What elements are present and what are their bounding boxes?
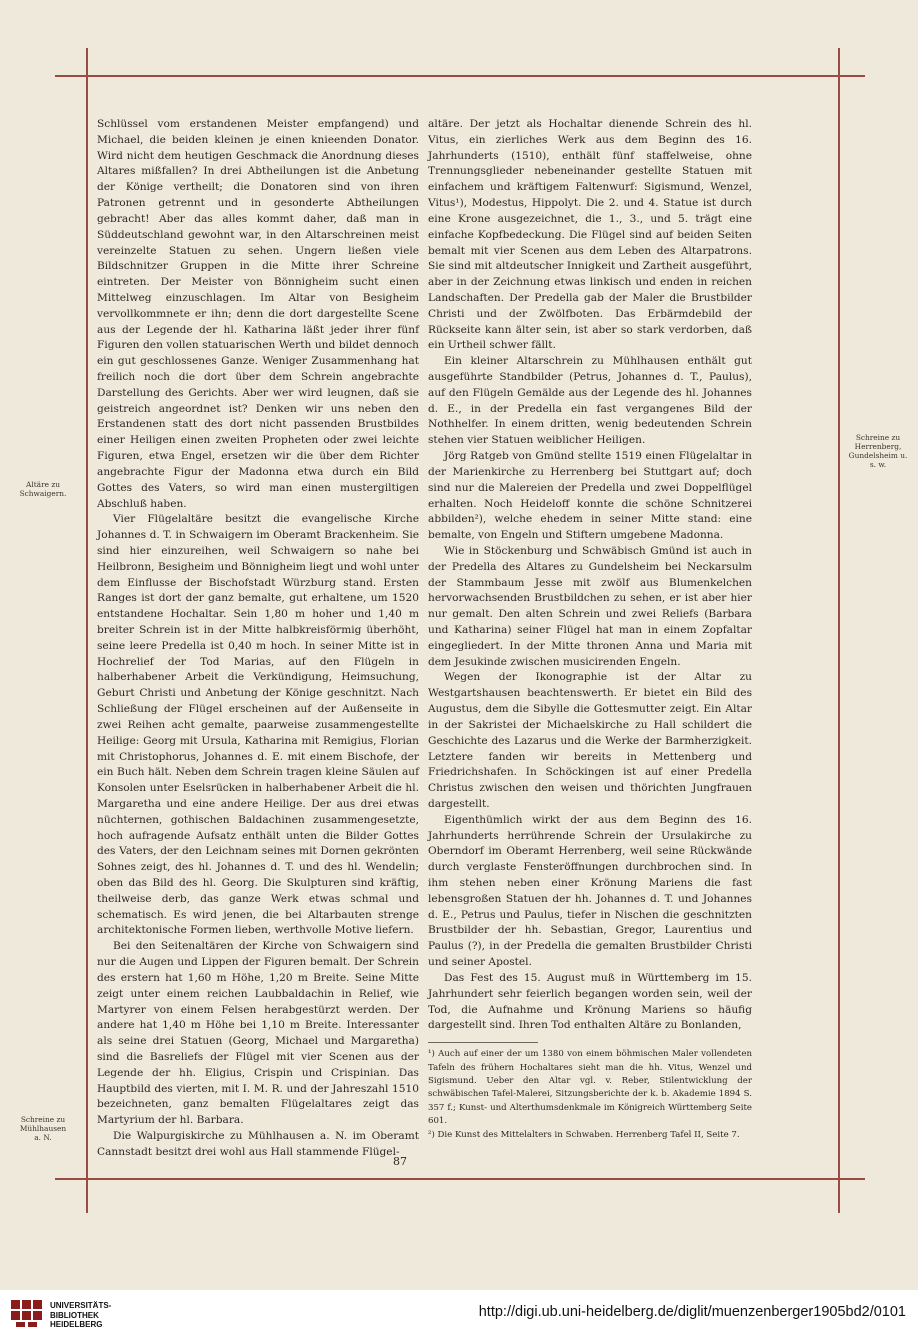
footnote: ²) Die Kunst des Mittelalters in Schwaben. Herrenberg Tafel II, Seite 7.	[428, 1129, 740, 1140]
paragraph: Jörg Ratgeb von Gmünd stellte 1519 einen Flügelaltar in der Marienkirche zu Herrenberg bei Stuttgart auf; doch sind nur die Malereien der Predella und zwei Doppelflügel erhalten. Noch Heideloff konnte die schöne Schnitzerei abbilden²), welche ehedem in seiner Mitte stand: eine bemalte, von Engeln und Stiftern umgebene Madonna.	[428, 450, 752, 542]
frame-line-bottom	[55, 1178, 865, 1180]
left-text-column	[97, 117, 419, 1161]
paragraph: Das Fest des 15. August muß in Württemberg im 15. Jahrhundert sehr feierlich begangen worden sein, weil der Tod, die Aufnahme und Krönung Mariens so häufig dargestellt sind. Ihren Tod enthalten Altäre zu Bonlanden,	[428, 971, 752, 1032]
paragraph: altäre. Der jetzt als Hochaltar dienende Schrein des hl. Vitus, ein zierliches Werk aus dem Beginn des 16. Jahrhunderts (1510), enthält fünf staffelweise, ohne Trennungsglieder nebeneinander gestellte Statuen mit einfachem und kräftigem Faltenwurf: Sigismund, Wenzel, Vitus¹), Modestus, Hippolyt. Die 2. und 4. Statue ist durch eine Krone ausgezeichnet, die 1., 3., und 5. trägt eine einfache Kopfbedeckung. Die Flügel sind auf beiden Seiten bemalt mit vier Scenen aus dem Leben des Altarpatrons. Sie sind mit altdeutscher Innigkeit und Zartheit ausgeführt, aber in der Zeichnung etwas linkisch und enden in reichen Landschaften. Der Predella gab der Maler die Brustbilder Christi und der Zwölfboten. Das Erbärmdebild der Rückseite kann älter sein, ist aber so stark verdorben, daß ein Urtheil schwer fällt.	[428, 118, 752, 352]
paragraph: Vier Flügelaltäre besitzt die evangelische Kirche Johannes d. T. in Schwaigern im Oberamt Brackenheim. Sie sind hier einzureihen, weil Schwaigern so nahe bei Heilbronn, Besigheim und Bönnigheim liegt und wohl unter dem Einflusse der Bischofstadt Würzburg stand. Ersten Ranges ist dort der ganz bemalte, gut erhaltene, um 1520 entstandene Hochaltar. Sein 1,80 m hoher und 1,40 m breiter Schrein ist in der Mitte halbkreisförmig überhöht, seine leere Predella ist 0,40 m hoch. In seiner Mitte ist in Hochrelief der Tod Marias, auf den Flügeln in halberhabener Arbeit die Verkündigung, Heimsuchung, Geburt Christi und Anbetung der Könige geschnitzt. Nach Schließung der Flügel erscheinen auf der Außenseite in zwei Reihen acht gemalte, paarweise zusammengestellte Heilige: Georg mit Ursula, Katharina mit Remigius, Florian mit Christophorus, Johannes d. E. mit einem Bischofe, der ein Buch hält. Neben dem Schrein tragen kleine Säulen auf Konsolen unter Eselsrücken in halberhabener Arbeit die hl. Margaretha und eine andere Heilige. Der aus drei etwas nüchternen, gothischen Baldachinen zusammengesetzte, hoch aufragende Aufsatz enthält unten die Bilder Gottes des Vaters, der den Leichnam seines mit Dornen gekrönten Sohnes zeigt, des hl. Johannes d. T. und des hl. Wendelin; oben das Bild des hl. Georg. Die Skulpturen sind kräftig, theilweise derb, das ganze Werk etwas schmal und schematisch. Es wird jenen, die bei Altarbauten strenge architektonische Formen lieben, werthvolle Motive liefern.	[97, 513, 419, 937]
viewer-footer	[0, 1290, 918, 1335]
footnotes	[428, 1042, 752, 1142]
footnote-rule	[428, 1042, 538, 1043]
library-name-line: BIBLIOTHEK	[50, 1310, 99, 1320]
paragraph: Bei den Seitenaltären der Kirche von Schwaigern sind nur die Augen und Lippen der Figuren bemalt. Der Schrein des erstern hat 1,60 m Höhe, 1,20 m Breite. Seine Mitte zeigt unter einem reichen Laubbaldachin in Relief, wie Martyrer von einem Felsen herabgestürzt werden. Der andere hat 1,40 m Höhe bei 1,10 m Breite. Interessanter als seine drei Statuen (Georg, Michael und Margaretha) sind die Basreliefs der Flügel mit vier Scenen aus der Legende der hh. Eligius, Crispin und Crispinian. Das Hauptbild des vierten, mit I. M. R. und der Jahreszahl 1510 bezeichneten, ganz bemalten Flügelaltares zeigt das Martyrium der hl. Barbara.	[97, 940, 419, 1127]
margin-note-right: Schreine zu Herrenberg, Gundelsheim u. s. w.	[848, 433, 908, 469]
paragraph: Ein kleiner Altarschrein zu Mühlhausen enthält gut ausgeführte Standbilder (Petrus, Johannes d. T., Paulus), auf den Flügeln Gemälde aus der Legende des hl. Johannes d. E., in der Predella ein fast vergangenes Bild der Nothhelfer. In einem dritten, wenig bedeutenden Schrein stehen vier Statuen weiblicher Heiligen.	[428, 355, 752, 447]
library-name	[50, 1301, 111, 1330]
library-name-line: UNIVERSITÄTS-	[50, 1301, 112, 1310]
university-seal-icon	[10, 1298, 44, 1328]
frame-line-top	[55, 75, 865, 77]
paragraph: Die Walpurgiskirche zu Mühlhausen a. N. im Oberamt Cannstadt besitzt drei wohl aus Hall stammende Flügel-	[97, 1130, 419, 1158]
source-url-link[interactable]: http://digi.ub.uni-heidelberg.de/diglit/muenzenberger1905bd2/0101	[478, 1304, 906, 1320]
paragraph: Wie in Stöckenburg und Schwäbisch Gmünd ist auch in der Predella des Altares zu Gundelsheim bei Neckarsulm der Stammbaum Jesse mit zwölf aus Blumenkelchen hervorwachsenden Brustbildchen zu sehen, er ist aber hier nur gemalt. Den alten Schrein und zwei Reliefs (Barbara und Katharina) seiner Flügel hat man in einem Zopfaltar eingegliedert. In der Mitte thronen Anna und Maria mit dem Jesukinde zwischen musicirenden Engeln.	[428, 544, 752, 668]
library-name-line: HEIDELBERG	[50, 1320, 103, 1330]
paragraph: Wegen der Ikonographie ist der Altar zu Westgartshausen beachtenswerth. Er bietet ein Bild des Augustus, dem die Sibylle die Gottesmutter zeigt. Ein Altar in der Sakristei der Michaelskirche zu Hall schildert die Geschichte des Lazarus und die Werke der Barmherzigkeit. Letztere fanden wir bereits in Mettenberg und Friedrichshafen. In Schöckingen ist auf einer Predella Christus zwischen den weisen und thörichten Jungfrauen dargestellt.	[428, 671, 752, 810]
margin-note-left-upper: Altäre zu Schwaigern.	[19, 480, 67, 498]
frame-line-right	[838, 48, 840, 1213]
page-number: 87	[393, 1155, 407, 1168]
right-text-column	[428, 117, 752, 1142]
margin-note-left-lower: Schreine zu Mühlhausen a. N.	[19, 1115, 67, 1142]
paragraph: Schlüssel vom erstandenen Meister empfangend) und Michael, die beiden kleinen je einen knieenden Donator. Wird nicht dem heutigen Geschmack die Anordnung dieses Altares mißfallen? In drei Abtheilungen ist die Anbetung der Könige vertheilt; die Donatoren sind von ihren Patronen getrennt und in gesonderte Abtheilungen gebracht! Aber das alles kommt daher, daß man in Süddeutschland gewohnt war, in den Altarschreinen meist vereinzelte Statuen zu sehen. Ungern ließen viele Bildschnitzer Gruppen in die Mitte ihrer Schreine eintreten. Der Meister von Bönnigheim sucht einen Mittelweg einzuschlagen. Im Altar von Besigheim vervollkommnete er ihn; denn die dort dargestellte Scene aus der Legende der hl. Katharina läßt jeder ihrer fünf Figuren den vollen statuarischen Werth und bildet dennoch ein gut geschlossenes Ganze. Weniger Zusammenhang hat freilich noch die dort über dem Schrein angebrachte Darstellung des Gerichts. Aber wer wird leugnen, daß sie geistreich angeordnet ist? Denken wir uns neben den Erstandenen statt des dort nicht passenden Brustbildes einer Heiligen einen zweiten Propheten oder zwei leichte Figuren, etwa Engel, ersetzen wir die über dem Richter angebrachte Figur der Madonna etwa durch ein Bild Gottes des Vaters, so wird man einen mustergiltigen Abschluß haben.	[97, 118, 419, 510]
paragraph: Eigenthümlich wirkt der aus dem Beginn des 16. Jahrhunderts herrührende Schrein der Ursulakirche zu Oberndorf im Oberamt Herrenberg, weil seine Rückwände durch verglaste Fensteröffnungen durchbrochen sind. In ihm stehen neben einer Krönung Mariens die fast lebensgroßen Statuen der hh. Johannes d. T. und Johannes d. E., Petrus und Paulus, tiefer in Nischen die geschnitzten Brustbilder der hh. Sebastian, Gregor, Laurentius und Paulus (?), in der Predella die gemalten Brustbilder Christi und seiner Apostel.	[428, 813, 752, 969]
frame-line-left	[86, 48, 88, 1213]
footnote: ¹) Auch auf einer der um 1380 von einem böhmischen Maler vollendeten Tafeln des frühern Hochaltares sieht man die hh. Vitus, Wenzel und Sigismund. Ueber den Altar vgl. v. Reber, Stilentwicklung der schwäbischen Tafel-Malerei, Sitzungsberichte der k. b. Akademie 1894 S. 357 f.; Kunst- und Alterthumsdenkmale im Königreich Württemberg Seite 601.	[428, 1049, 752, 1127]
